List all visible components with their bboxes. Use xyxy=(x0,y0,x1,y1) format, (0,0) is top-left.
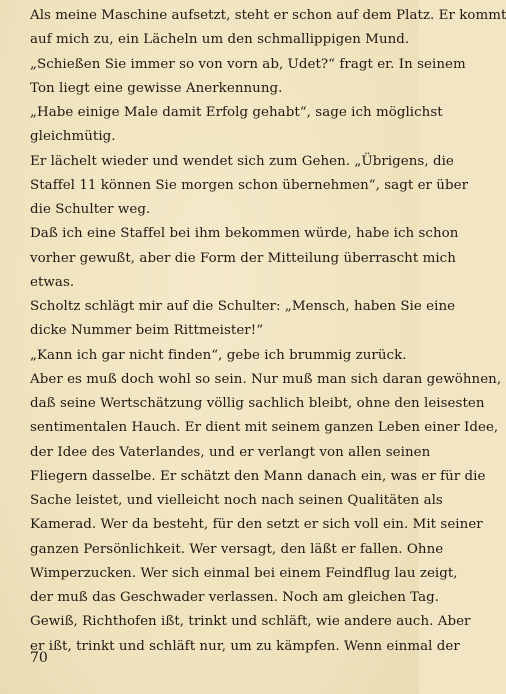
text-line: auf mich zu, ein Lächeln um den schmallippigen Mund. xyxy=(30,32,410,48)
text-line: sentimentalen Hauch. Er dient mit seinem ganzen Leben einer Idee, xyxy=(30,420,499,436)
text-line: der muß das Geschwader verlassen. Noch am gleichen Tag. xyxy=(30,590,440,605)
text-line: etwas. xyxy=(30,274,75,290)
text-line: gleichmütig. xyxy=(30,129,116,145)
text-line: Sache leistet, und vielleicht noch nach seinen Qualitäten als xyxy=(30,493,443,508)
text-line: daß seine Wertschätzung völlig sachlich bleibt, ohne den leisesten xyxy=(30,396,485,411)
text-line: dicke Nummer beim Rittmeister!“ xyxy=(30,323,264,339)
text-line: ganzen Persönlichkeit. Wer versagt, den läßt er fallen. Ohne xyxy=(30,541,444,557)
text-line: der Idee des Vaterlandes, und er verlangt von allen seinen xyxy=(30,444,431,460)
body-text xyxy=(30,4,506,659)
text-line: Kamerad. Wer da besteht, für den setzt er sich voll ein. Mit seiner xyxy=(30,517,483,533)
text-line: Als meine Maschine aufsetzt, steht er schon auf dem Platz. Er kommt xyxy=(30,8,506,23)
text-line: Fliegern dasselbe. Er schätzt den Mann danach ein, was er für die xyxy=(30,468,486,484)
text-line: Wimperzucken. Wer sich einmal bei einem Feindflug lau zeigt, xyxy=(30,565,458,581)
text-line: Aber es muß doch wohl so sein. Nur muß man sich daran gewöhnen, xyxy=(30,371,502,387)
text-line: „Schießen Sie immer so von vorn ab, Udet?“ fragt er. In seinem xyxy=(30,56,466,72)
text-line: Ton liegt eine gewisse Anerkennung. xyxy=(30,80,283,96)
text-line: Scholtz schlägt mir auf die Schulter: „Mensch, haben Sie eine xyxy=(30,299,456,314)
text-line: er ißt, trinkt und schläft nur, um zu kämpfen. Wenn einmal der xyxy=(30,638,460,654)
text-line: „Habe einige Male damit Erfolg gehabt“, sage ich möglichst xyxy=(30,105,443,120)
text-line: Daß ich eine Staffel bei ihm bekommen würde, habe ich schon xyxy=(30,226,459,242)
page-number: 70 xyxy=(30,650,48,666)
text-line: Staffel 11 können Sie morgen schon übernehmen“, sagt er über xyxy=(30,177,469,193)
text-line: die Schulter weg. xyxy=(30,202,151,217)
text-line: „Kann ich gar nicht finden“, gebe ich brummig zurück. xyxy=(30,347,407,363)
text-line: vorher gewußt, aber die Form der Mitteilung überrascht mich xyxy=(30,250,456,266)
text-line: Er lächelt wieder und wendet sich zum Gehen. „Übrigens, die xyxy=(30,153,454,169)
text-line: Gewiß, Richthofen ißt, trinkt und schläft, wie andere auch. Aber xyxy=(30,614,471,630)
